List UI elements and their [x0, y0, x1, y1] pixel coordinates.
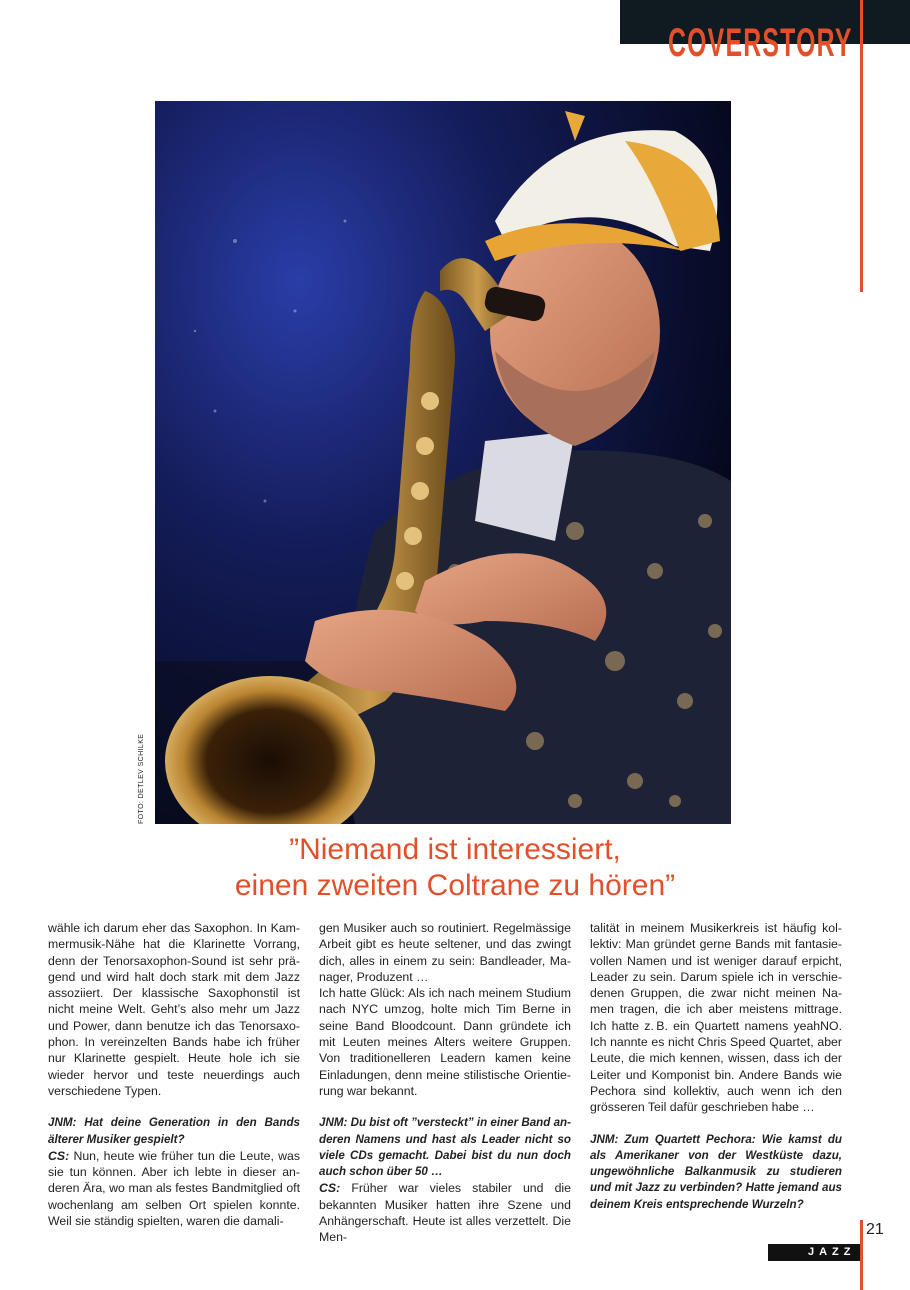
- interview-question: JNM: Du bist oft ”versteckt” in einer Band anderen Namens und hast als Leader nicht so viele CDs gemacht. Dabei bist du nun doch auch schon über 50 …: [319, 1116, 571, 1179]
- accent-rule-bottom: [860, 1220, 863, 1290]
- paragraph: gen Musiker auch so routiniert. Regelmässige Arbeit gibt es heute seltener, und das zwingt dich, alles in einem zu sein: Bandleader, Manager, Produzent …: [319, 921, 571, 984]
- saxophonist-photo: [155, 101, 731, 824]
- pull-quote-headline: [100, 832, 810, 904]
- interview-question: JNM: Zum Quartett Pechora: Wie kamst du als Amerikaner von der Westküste dazu, ungewöhnliche Balkanmusik zu studieren und mit Jazz zu verbinden? Hatte jemand aus deinem Kreis entsprechende Wurzeln?: [590, 1132, 842, 1211]
- page-number: 21: [866, 1221, 884, 1238]
- article-column-2: [319, 920, 571, 1246]
- accent-rule-top: [860, 0, 863, 292]
- article-column-1: [48, 920, 300, 1229]
- interview-question: JNM: Hat deine Generation in den Bands älterer Musiker gespielt?: [48, 1116, 300, 1146]
- answer-text: Früher war vieles stabiler und die bekannten Musiker hatten ihre Szene und Anhängerschaft. Heute ist alles verzettelt. Die Men-: [319, 1181, 572, 1245]
- headline-line-1: ”Niemand ist interessiert,: [289, 833, 621, 866]
- paragraph: wähle ich darum eher das Saxophon. In Kammermusik-Nähe hat die Klarinette Vorrang, denn der Tenorsaxophon-Sound ist sehr prägend und wird halt doch stark mit dem Jazz assoziiert. Der klassische Saxophonstil ist nicht meine Welt. Geht’s also mehr um Jazz und Power, dann benutze ich das Tenorsaxophon. In vereinzelten Bands habe ich früher nur Klarinette gespielt. Heute hole ich sie wieder hervor und teste neuerdings auch verschiedene Typen.: [48, 921, 300, 1098]
- headline-line-2: einen zweiten Coltrane zu hören”: [234, 869, 676, 902]
- paragraph: talität in meinem Musikerkreis ist häufig kollektiv: Man gründet gerne Bands mit fantasievollen Namen und ist weniger darauf erpicht, Leader zu sein. Darum spiele ich in verschiedenen Gruppen, die zwar nicht meinen Namen tragen, die ich aber meistens mittrage. Ich hatte z. B. ein Quartett namens yeahNO. Ich nannte es nicht Chris Speed Quartet, aber Leute, die mich kennen, wissen, dass ich der Leiter und Komponist bin. Andere Bands wie Pechora sind kollektiv, auch wenn ich den grösseren Teil dafür geschrieben habe …: [590, 921, 842, 1115]
- section-title: COVERSTORY: [668, 21, 853, 65]
- magazine-name: JAZZ: [808, 1246, 856, 1258]
- paragraph: [319, 1180, 571, 1245]
- article-column-3: [590, 920, 842, 1213]
- photo-credit: FOTO: DETLEV SCHILKE: [138, 733, 145, 824]
- speaker-label: CS:: [319, 1181, 341, 1196]
- speaker-label: CS:: [48, 1148, 70, 1163]
- paragraph: Ich hatte Glück: Als ich nach meinem Studium nach NYC umzog, holte mich Tim Berne in seine Band Bloodcount. Dann gründete ich mit Leuten meines Alters weitere Gruppen. Von traditionelleren Leadern kamen keine Einladungen, denn meine stilistische Orientierung war bekannt.: [319, 986, 571, 1098]
- answer-text: Nun, heute wie früher tun die Leute, was sie tun können. Aber ich lebte in dieser anderen Ära, wo man als festes Bandmitglied oft wochenlang am selben Ort spielen konnte. Weil sie ständig spielten, waren die damali-: [48, 1148, 300, 1229]
- paragraph: [48, 1148, 300, 1229]
